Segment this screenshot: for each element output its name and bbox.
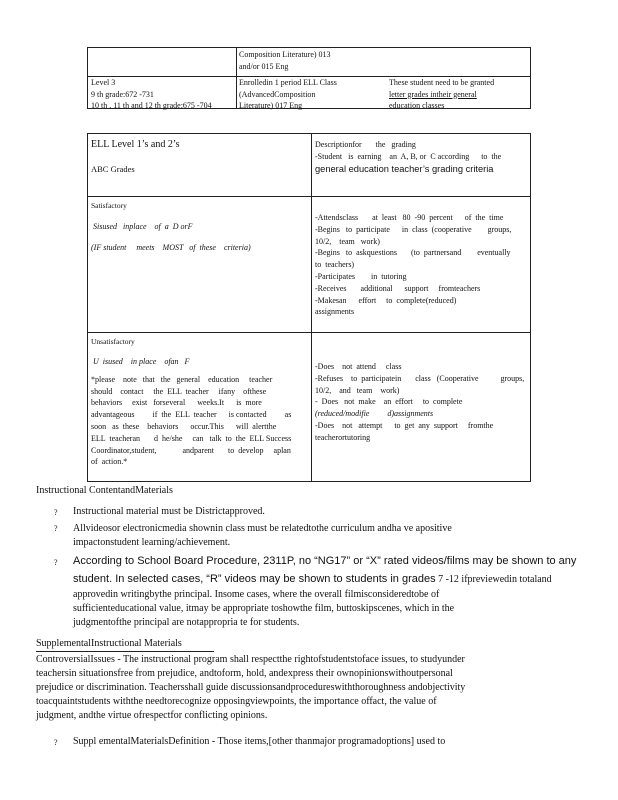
table-cell-unsatisfactory-criteria — [315, 361, 529, 444]
cell-text: should contact the ELL teacher ifany ofthese — [91, 386, 267, 396]
paragraph-line: prejudice or discrimination. Teachersshall guide discussionsandprocedureswiththoroughness andobjectivity — [36, 682, 466, 693]
bullet-text-line: approvedin writingbythe principal. Insome cases, where the overall filmisconsideredtobe of — [73, 589, 440, 600]
paragraph-line: ControversialIssues - The instructional program shall respectthe rightofstudentstoface issues, to studyunder — [36, 654, 465, 665]
bullet-text-line: Allvideosor electronicmedia shownin class must be relatedtothe curriculum andha ve apositive — [73, 523, 452, 534]
cell-text: - Does not make an effort to complete — [315, 397, 463, 407]
cell-text: education classes — [389, 101, 445, 110]
controversial-issues-paragraph — [36, 653, 616, 723]
table-cell-level — [91, 77, 212, 112]
table-cell-unsatisfactory — [91, 336, 306, 468]
table-cell-course — [239, 49, 331, 72]
table-row-divider — [88, 332, 530, 333]
cell-heading: Satisfactory — [91, 201, 127, 210]
bullet-text-span: student. In selected cases, “R” videos may be shown to students in grades — [73, 573, 436, 585]
cell-text: teacherortutoring — [315, 432, 371, 442]
cell-text: -Student is earning an A, B, or C according to the — [315, 151, 502, 161]
bullet-text-line: judgmentofthe principal are notappropria te for students. — [73, 617, 300, 628]
cell-text: Descriptionfor the grading — [315, 140, 416, 149]
cell-text: -Refuses to participatein class (Cooperative groups, — [315, 373, 525, 383]
bullet-text-line — [73, 569, 618, 588]
cell-text: (reduced/modifie d)assignments — [315, 409, 434, 419]
cell-text: soon as these behaviors occur.This will alertthe — [91, 421, 277, 431]
cell-text: advantageous if the ELL teacher is contacted as — [91, 410, 292, 420]
bullet-text-line: sufficienteducational value, itmay be appropriate toshowthe film, buttoskipscenes, which in the — [73, 603, 455, 614]
table-cell-description — [315, 139, 529, 176]
cell-text: 10/2, team work) — [315, 236, 380, 246]
cell-text: -Attendsclass at least 80 -90 percent of the time — [315, 213, 504, 222]
bullet-text-line: According to School Board Procedure, 2311P, no “NG17” or “X” rated videos/films may be shown to any — [73, 555, 577, 567]
cell-text: -Does not attend class — [315, 362, 402, 371]
cell-text: U isused in place ofan F — [93, 357, 190, 366]
cell-text: behaviors exist forseveral weeks.It is more — [91, 398, 262, 408]
bullet-text: Suppl ementalMaterialsDefinition - Those items,[other thanmajor programadoptions] used to — [73, 736, 446, 747]
cell-text: (IF student meets MOST of these criteria) — [91, 242, 251, 252]
paragraph-line: teachersin situationsfree from prejudice, andtoform, hold, andexpress their ownopinionswithoutpersonal — [36, 668, 453, 679]
cell-text: 9 th grade:672 -731 — [91, 89, 154, 99]
cell-text: -Receives additional support fromteachers — [315, 283, 481, 293]
cell-text: ABC Grades — [91, 164, 135, 174]
cell-text: 10/2, and team work) — [315, 385, 400, 395]
cell-text: 10 th , 11 th and 12 th grade:675 -704 — [91, 101, 212, 110]
bullet-text: Instructional material must be Districtapproved. — [73, 506, 265, 517]
bullet-icon: ? — [54, 508, 58, 517]
cell-text: (AdvancedComposition — [239, 89, 316, 99]
bullet-icon: ? — [54, 558, 58, 567]
table-cell-ell-level — [91, 138, 306, 175]
table-cell-grading-note — [389, 77, 494, 112]
table-column-divider — [311, 134, 312, 481]
paragraph-line: toacquaintstudents withthe needtorecognize opposingviewpoints, the importance offact, the value of — [36, 696, 437, 707]
cell-text: -Does not attempt to get any support fromthe — [315, 420, 494, 430]
table-cell-enrollment — [239, 77, 337, 112]
bullet-icon: ? — [54, 524, 58, 533]
bullet-text-span: 7 -12 ifpreviewedin totaland — [435, 574, 552, 585]
bullet-text — [73, 522, 613, 550]
paragraph-line: judgment, andthe virtue ofrespectfor conflicting opinions. — [36, 710, 268, 721]
ell-grading-table — [87, 133, 531, 482]
cell-text: of action.* — [91, 457, 128, 467]
cell-text: -Begins to askquestions (to partnersand eventually — [315, 248, 511, 258]
cell-text: -Begins to participate in class (cooperative groups, — [315, 224, 512, 234]
cell-text: Sisused inplace of a D orF — [93, 222, 193, 231]
cell-text: ELL teacheran d he/she can talk to the ELL Success — [91, 433, 292, 443]
bullet-text — [73, 553, 618, 630]
cell-text: -Participates in tutoring — [315, 271, 407, 281]
cell-heading: ELL Level 1’s and 2’s — [91, 139, 180, 150]
cell-text: to teachers) — [315, 260, 355, 270]
cell-text: Enrolledin 1 period ELL Class — [239, 78, 337, 87]
cell-text: letter grades intheir general — [389, 89, 477, 99]
bullet-text-line: impactonstudent learning/achievement. — [73, 537, 231, 548]
cell-text: assignments — [315, 307, 355, 317]
table-cell-satisfactory — [91, 200, 306, 254]
table-column-divider — [236, 48, 237, 108]
table-row-divider — [88, 196, 530, 197]
bullet-icon: ? — [54, 738, 58, 747]
cell-text: -Makesan effort to complete(reduced) — [315, 295, 457, 305]
section-heading-instructional: Instructional ContentandMaterials — [36, 485, 173, 496]
section-heading-supplemental: SupplementalInstructional Materials — [36, 637, 214, 652]
cell-text: These student need to be granted — [389, 78, 495, 87]
cell-text: general education teacher’s grading criteria — [315, 163, 494, 174]
cell-text: Composition Literature) 013 — [239, 50, 331, 59]
cell-text: Literature) 017 Eng — [239, 101, 303, 110]
table-cell-satisfactory-criteria — [315, 212, 529, 318]
cell-text: *please note that the general education teacher — [91, 374, 273, 384]
cell-text: Coordinator,student, andparent to develop aplan — [91, 445, 291, 455]
cell-heading: Unsatisfactory — [91, 337, 135, 346]
cell-text: Level 3 — [91, 78, 116, 87]
cell-text: and/or 015 Eng — [239, 61, 289, 71]
top-grade-table — [87, 47, 531, 109]
